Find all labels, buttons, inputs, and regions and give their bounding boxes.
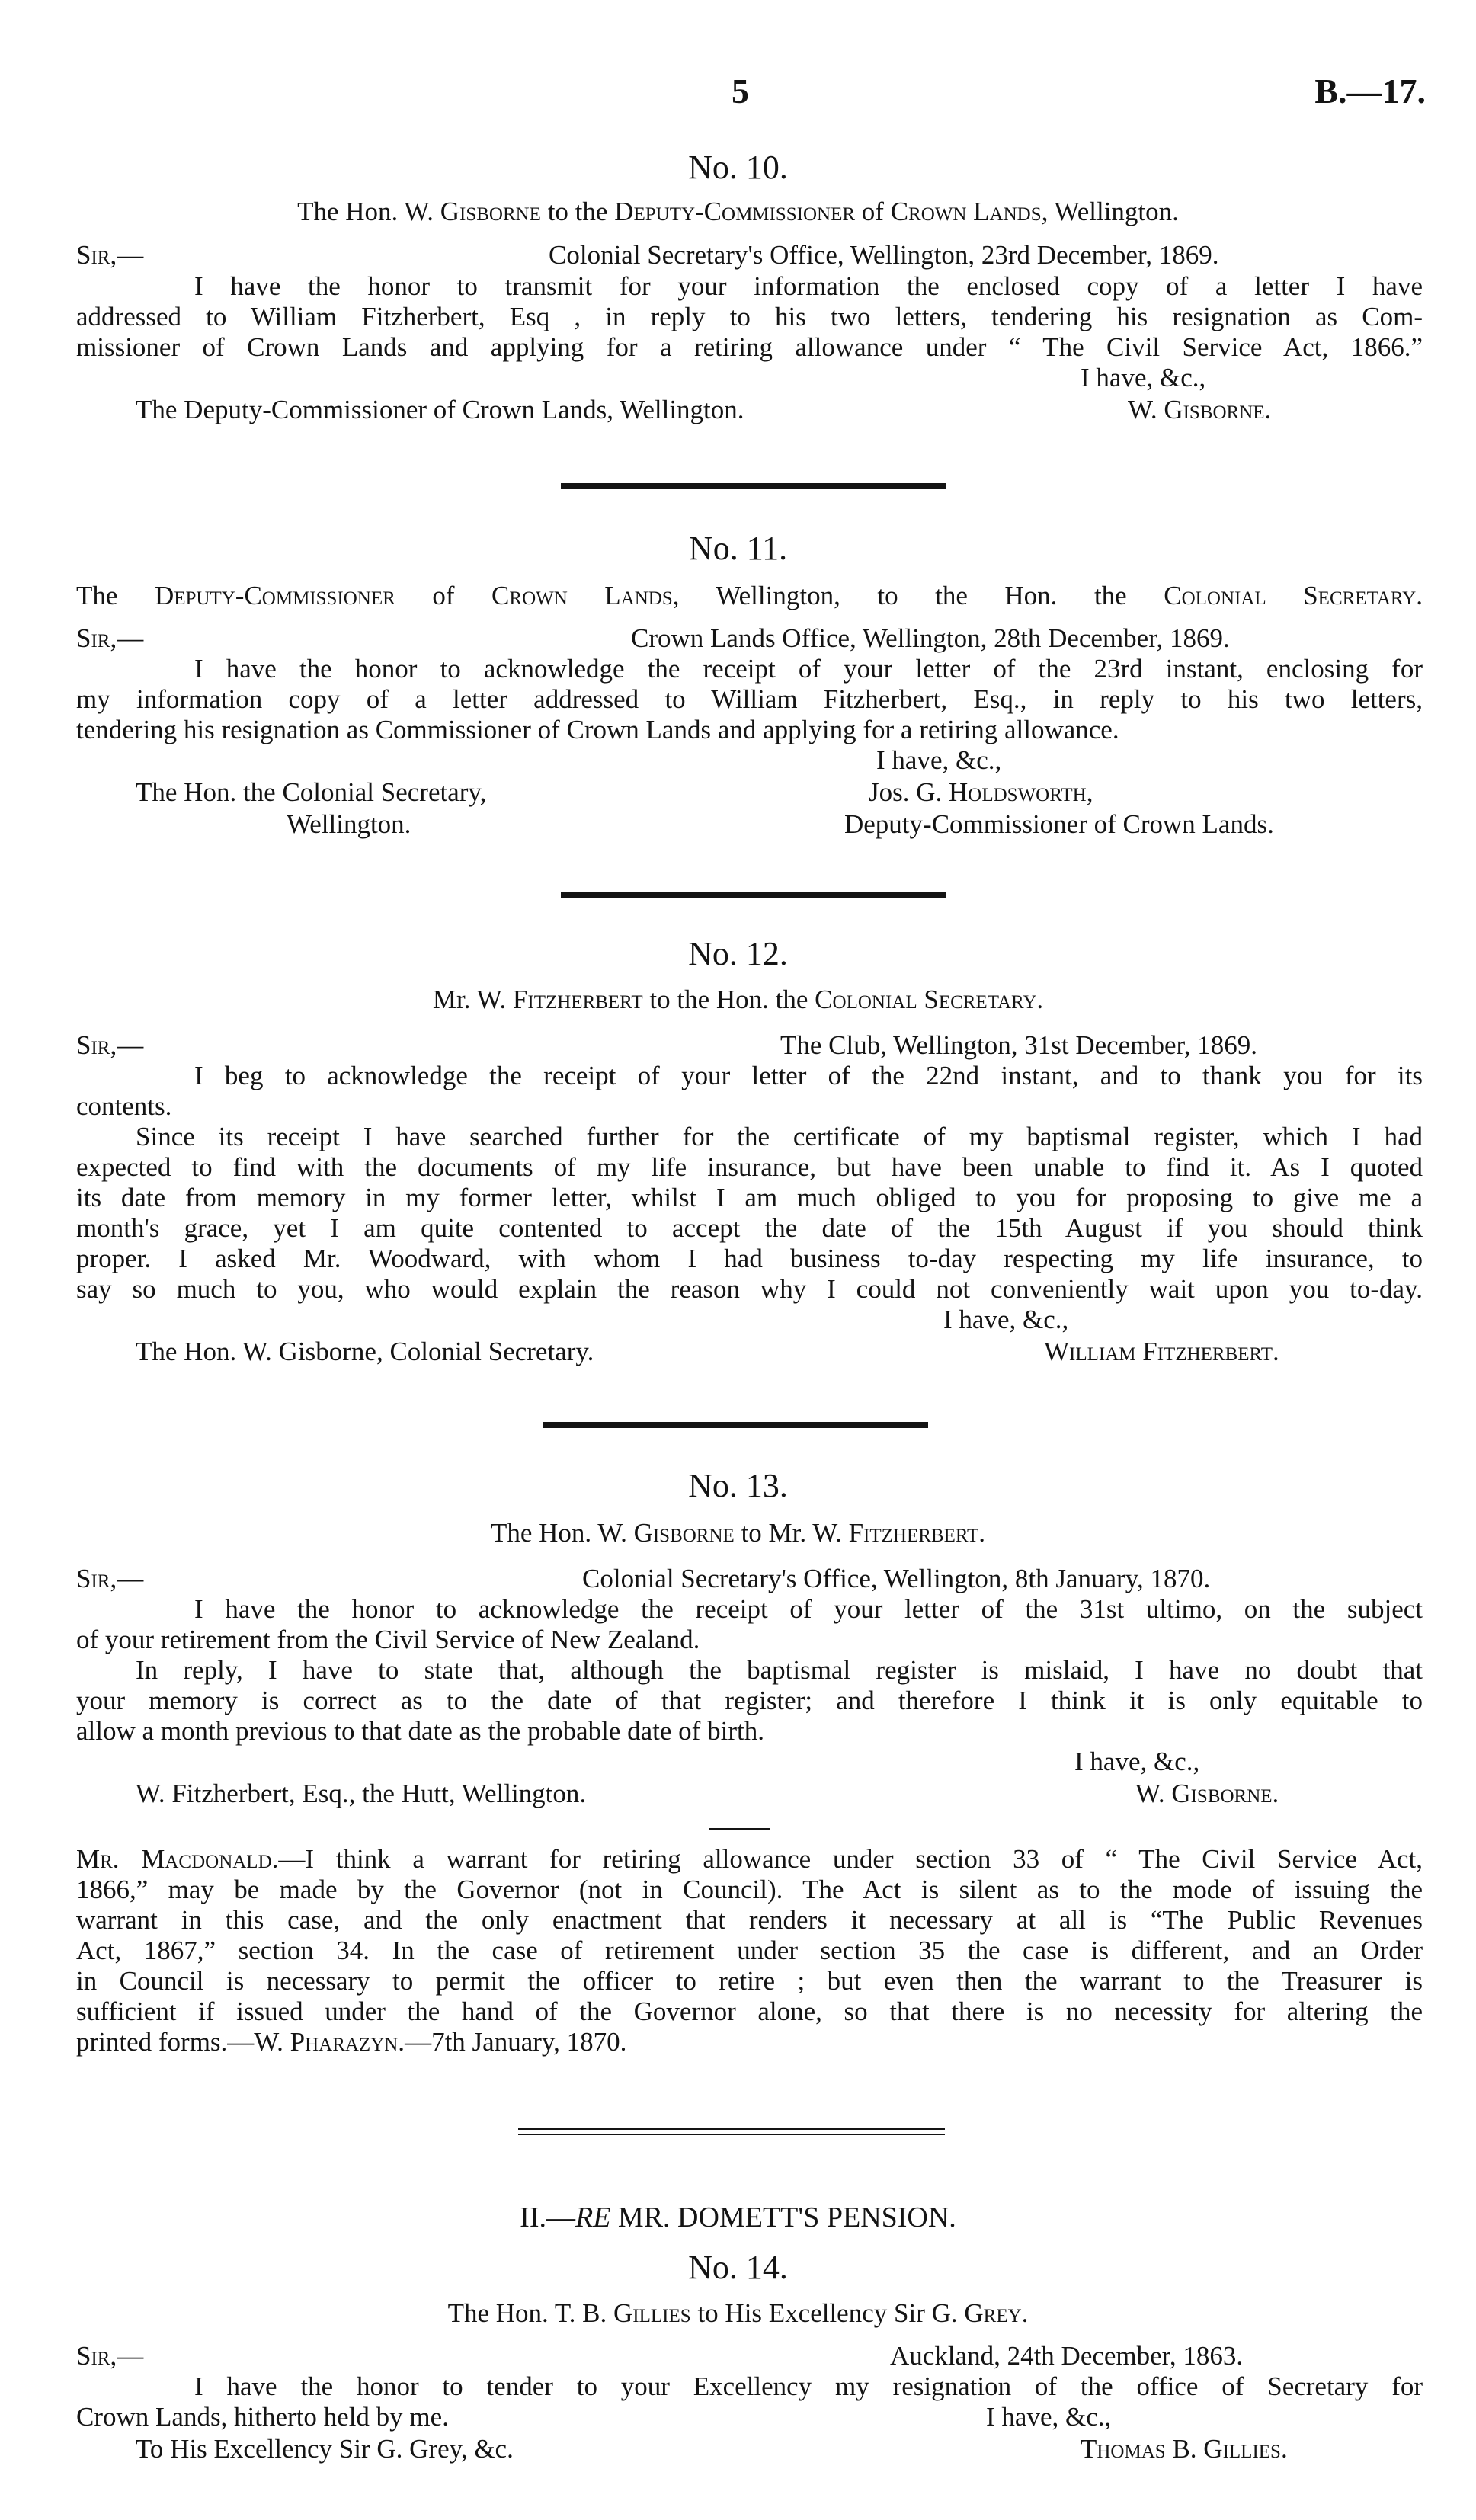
- section-divider: [561, 892, 946, 898]
- letter-13-body-line: allow a month previous to that date as the probable date of birth.: [76, 1716, 764, 1746]
- memo-divider: [709, 1828, 770, 1830]
- letter-11-addressee: The Hon. the Colonial Secretary,: [136, 777, 487, 807]
- letter-10-body-line: missioner of Crown Lands and applying for a retiring allowance under “ The Civil Service Act, 1866.”: [76, 332, 1423, 362]
- letter-12-addressee: The Hon. W. Gisborne, Colonial Secretary.: [136, 1337, 594, 1366]
- letter-12-body-line: contents.: [76, 1091, 172, 1121]
- letter-12-body-line: Since its receipt I have searched further for the certificate of my baptismal register, which I had: [136, 1122, 1423, 1151]
- memo-line: sufficient if issued under the hand of the Governor alone, so that there is no necessity for altering the: [76, 1996, 1423, 2026]
- letter-13-heading: The Hon. W. Gisborne to Mr. W. Fitzherbert.: [490, 1518, 986, 1548]
- letter-11-number: No. 11.: [688, 530, 788, 567]
- letter-10-body-line: addressed to William Fitzherbert, Esq , in reply to his two letters, tendering his resignation as Com-: [76, 302, 1423, 331]
- letter-11-body-line: tendering his resignation as Commissioner of Crown Lands and applying for a retiring allowance.: [76, 715, 1119, 744]
- letter-10-heading: The Hon. W. Gisborne to the Deputy-Commissioner of Crown Lands, Wellington.: [297, 197, 1179, 226]
- letter-12-body-line: its date from memory in my former letter, whilst I am much obliged to you for proposing to give me a: [76, 1183, 1423, 1212]
- memo-line: Act, 1867,” section 34. In the case of retirement under section 35 the case is different, and an Order: [76, 1936, 1423, 1965]
- letter-12-number: No. 12.: [688, 935, 788, 972]
- letter-13-addressee: W. Fitzherbert, Esq., the Hutt, Wellington.: [136, 1779, 587, 1808]
- letter-11-body-line: I have the honor to acknowledge the receipt of your letter of the 23rd instant, enclosing for: [194, 654, 1423, 684]
- letter-14-body-line: I have the honor to tender to your Excellency my resignation of the office of Secretary for: [194, 2371, 1423, 2401]
- letter-14-number: No. 14.: [688, 2249, 788, 2286]
- section-divider: [543, 1422, 928, 1428]
- memo-line: printed forms.—W. Pharazyn.—7th January, 1870.: [76, 2027, 627, 2057]
- letter-14-address: Auckland, 24th December, 1863.: [890, 2341, 1244, 2371]
- letter-14-heading: The Hon. T. B. Gillies to His Excellency Sir G. Grey.: [447, 2298, 1029, 2328]
- letter-11-signature: Jos. G. Holdsworth,: [869, 777, 1093, 807]
- letter-10-addressee: The Deputy-Commissioner of Crown Lands, Wellington.: [136, 395, 744, 424]
- page-number: 5: [732, 72, 749, 110]
- letter-13-number: No. 13.: [688, 1467, 788, 1504]
- letter-13-closing: I have, &c.,: [1074, 1747, 1200, 1776]
- memo-line: warrant in this case, and the only enactment that renders it necessary at all is “The Public Revenues: [76, 1905, 1423, 1935]
- letter-13-body-line: In reply, I have to state that, although the baptismal register is mislaid, I have no doubt that: [136, 1655, 1423, 1685]
- memo-speaker: Mr. Macdonald.: [76, 1844, 279, 1874]
- letter-10-closing: I have, &c.,: [1081, 363, 1206, 392]
- letter-11-heading: The Deputy-Commissioner of Crown Lands, Wellington, to the Hon. the Colonial Secretary.: [76, 581, 1423, 610]
- section-divider: [561, 483, 946, 489]
- letter-10-address: Colonial Secretary's Office, Wellington, 23rd December, 1869.: [549, 240, 1219, 270]
- letter-13-body-line: of your retirement from the Civil Service of New Zealand.: [76, 1625, 700, 1654]
- memo-line: in Council is necessary to permit the officer to retire ; but even then the warrant to the Treasurer is: [76, 1966, 1423, 1996]
- letter-11-body-line: my information copy of a letter addressed to William Fitzherbert, Esq., in reply to his two letters,: [76, 684, 1423, 714]
- letter-12-heading: Mr. W. Fitzherbert to the Hon. the Colonial Secretary.: [432, 985, 1044, 1014]
- letter-14-addressee: To His Excellency Sir G. Grey, &c.: [136, 2434, 514, 2464]
- letter-11-addressee: Wellington.: [287, 809, 411, 839]
- letter-12-address: The Club, Wellington, 31st December, 1869.: [780, 1030, 1258, 1060]
- letter-10-salutation: Sir,—: [76, 240, 144, 270]
- letter-13-address: Colonial Secretary's Office, Wellington, 8th January, 1870.: [582, 1564, 1211, 1593]
- letter-10-body-line: I have the honor to transmit for your information the enclosed copy of a letter I have: [194, 271, 1423, 301]
- letter-10-number: No. 10.: [688, 149, 788, 186]
- letter-12-body-line: I beg to acknowledge the receipt of your letter of the 22nd instant, and to thank you for its: [194, 1061, 1423, 1090]
- letter-11-salutation: Sir,—: [76, 623, 144, 653]
- letter-13-body-line: your memory is correct as to the date of that register; and therefore I think it is only equitable to: [76, 1686, 1423, 1715]
- letter-12-signature: William Fitzherbert.: [1044, 1337, 1279, 1366]
- section-title: II.—RE MR. DOMETT'S PENSION.: [520, 2201, 956, 2233]
- letter-13-salutation: Sir,—: [76, 1564, 144, 1593]
- letter-12-body-line: expected to find with the documents of my life insurance, but have been unable to find it. As I quoted: [76, 1152, 1423, 1182]
- document-reference: B.—17.: [1314, 72, 1426, 110]
- letter-13-signature: W. Gisborne.: [1135, 1779, 1279, 1808]
- letter-11-address: Crown Lands Office, Wellington, 28th December, 1869.: [631, 623, 1230, 653]
- double-rule-top: [518, 2128, 945, 2130]
- letter-12-body-line: proper. I asked Mr. Woodward, with whom I had business to-day respecting my life insurance, to: [76, 1244, 1423, 1273]
- memo-line: 1866,” may be made by the Governor (not in Council). The Act is silent as to the mode of issuing the: [76, 1875, 1423, 1904]
- letter-14-salutation: Sir,—: [76, 2341, 144, 2371]
- letter-12-salutation: Sir,—: [76, 1030, 144, 1060]
- memo-line: Mr. Macdonald.—I think a warrant for retiring allowance under section 33 of “ The Civil Service Act,: [76, 1844, 1423, 1874]
- double-rule-bottom: [518, 2134, 945, 2135]
- letter-13-body-line: I have the honor to acknowledge the receipt of your letter of the 31st ultimo, on the subject: [194, 1594, 1423, 1624]
- letter-12-body-line: month's grace, yet I am quite contented to accept the date of the 15th August if you should think: [76, 1213, 1423, 1243]
- letter-12-closing: I have, &c.,: [943, 1305, 1069, 1334]
- letter-11-closing: I have, &c.,: [876, 745, 1002, 775]
- letter-10-signature: W. Gisborne.: [1128, 395, 1272, 424]
- letter-14-body-line: Crown Lands, hitherto held by me.: [76, 2402, 449, 2432]
- letter-14-signature: Thomas B. Gillies.: [1081, 2434, 1288, 2464]
- letter-12-body-line: say so much to you, who would explain the reason why I could not conveniently wait upon you to-day.: [76, 1274, 1423, 1304]
- letter-11-signature-title: Deputy-Commissioner of Crown Lands.: [844, 809, 1274, 839]
- letter-14-closing: I have, &c.,: [986, 2402, 1112, 2432]
